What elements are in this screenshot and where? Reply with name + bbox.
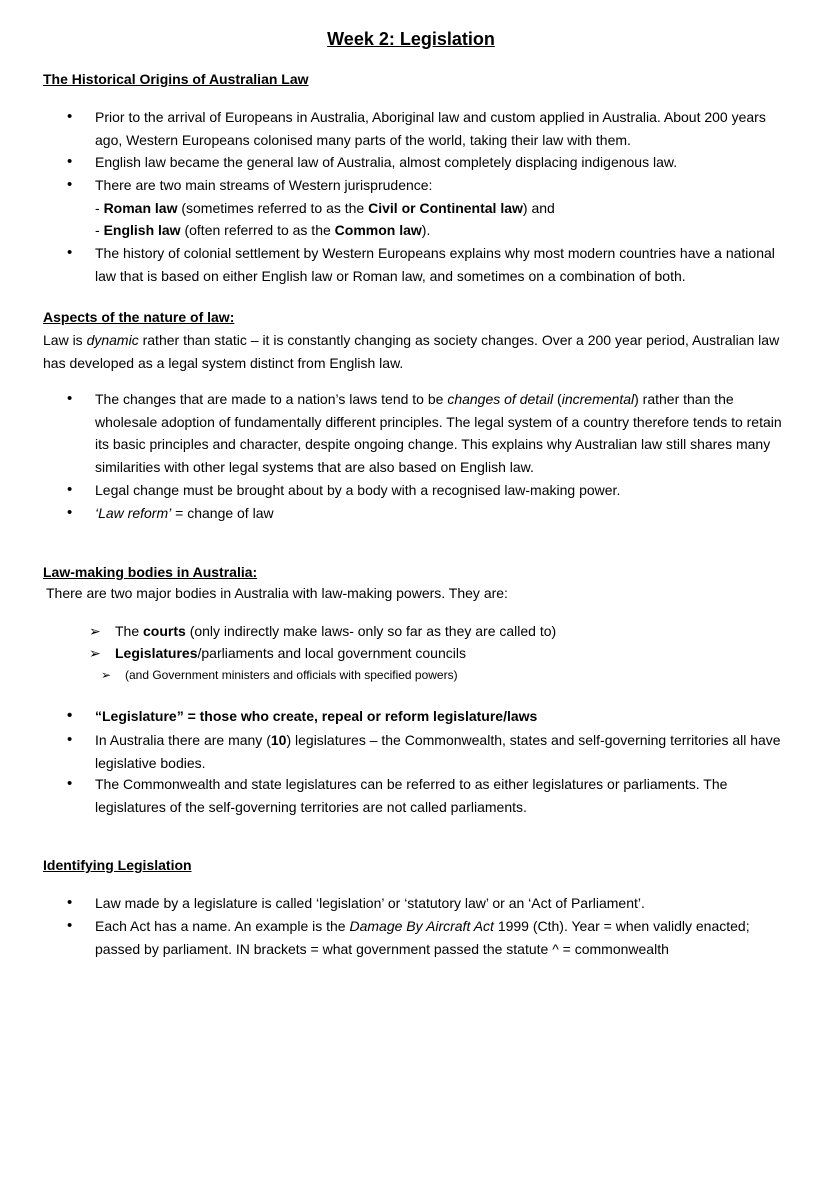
section-heading-historical-origins: The Historical Origins of Australian Law	[43, 71, 309, 87]
courts-term: courts	[143, 623, 186, 639]
arrow-bullet-icon: ➢	[101, 668, 112, 682]
bullet-text: Each Act has a name. An example is the	[95, 918, 350, 934]
dynamic-term: dynamic	[86, 332, 139, 348]
bullet-text: Legal change must be brought about by a body with a recognised law-making power.	[95, 482, 621, 498]
paragraph-text: Law is	[43, 332, 87, 348]
list-item	[95, 892, 795, 915]
bullet-text: (	[553, 391, 562, 407]
bullet-text: The Commonwealth and state legislatures can be referred to as either legislatures or parliaments. The legislatures of the self-governing territories are not called parliaments.	[95, 776, 728, 815]
list-item	[95, 773, 795, 818]
law-reform-term: ‘Law reform’	[95, 505, 172, 521]
arrow-item-text: The	[115, 623, 144, 639]
paragraph	[43, 329, 793, 375]
bullet-text: ) legislatures – the Commonwealth, states and self-governing territories all have legislative bodies.	[95, 732, 781, 771]
list-item	[95, 174, 795, 242]
bullet-text: The history of colonial settlement by Western Europeans explains why most modern countries have a national law that is based on either English law or Roman law, and sometimes on a combination of both.	[95, 245, 775, 284]
arrow-list-item	[89, 620, 557, 642]
incremental-term: incremental	[561, 391, 635, 407]
bullet-text: There are two main streams of Western jurisprudence:	[95, 177, 433, 193]
bullet-text: ) rather than the wholesale adoption of fundamentally different principles. The legal system of a country therefore tends to retain its basic principles and character, despite ongoing change. This explains why Australian law still shares many similarities with other legal systems that are also based on English law.	[95, 391, 782, 475]
list-item	[95, 106, 795, 151]
paragraph: There are two major bodies in Australia with law-making powers. They are:	[46, 585, 508, 601]
arrow-item-text: (only indirectly make laws- only so far as they are called to)	[185, 623, 557, 639]
list-item	[95, 479, 795, 502]
arrow-item-text: /parliaments and local government councils	[197, 645, 466, 661]
arrow-list-item	[89, 642, 466, 664]
bullet-text: = change of law	[171, 505, 274, 521]
bullet-text: In Australia there are many (	[95, 732, 271, 748]
legislatures-term: Legislatures	[115, 645, 198, 661]
page-title: Week 2: Legislation	[327, 29, 495, 49]
bullet-text: The changes that are made to a nation’s laws tend to be	[95, 391, 448, 407]
sub-line-text: (sometimes referred to as the	[177, 199, 369, 216]
english-law-term: English law	[103, 222, 181, 238]
arrow-bullet-icon: ➢	[89, 623, 101, 639]
list-item	[95, 388, 795, 478]
arrow-item-text: (and Government ministers and officials with specified powers)	[125, 668, 458, 682]
civil-law-term: Civil or Continental law	[368, 199, 523, 216]
section-heading-nature-of-law: Aspects of the nature of law:	[43, 309, 235, 325]
bullet-text: “Legislature” = those who create, repeal or reform legislature/laws	[95, 708, 538, 724]
arrow-list-item	[101, 664, 458, 686]
bullet-text: English law became the general law of Australia, almost completely displacing indigenous law.	[95, 154, 678, 170]
changes-of-detail-term: changes of detail	[447, 391, 554, 407]
list-item	[95, 705, 795, 728]
roman-law-term: Roman law	[103, 199, 178, 216]
list-item	[95, 502, 795, 525]
act-name: Damage By Aircraft Act	[349, 918, 494, 934]
sub-line-text: ).	[421, 222, 431, 238]
bullet-text: Law made by a legislature is called ‘legislation’ or ‘statutory law’ or an ‘Act of Parliament’.	[95, 895, 645, 911]
sub-line-text: (often referred to as the	[180, 222, 335, 238]
bullet-text: 1999 (Cth). Year = when validly enacted; passed by parliament. IN brackets = what government passed the statute ^ = commonwealth	[95, 918, 750, 957]
sub-line-prefix: -	[95, 199, 104, 216]
list-item	[95, 151, 795, 174]
paragraph-text: rather than static – it is constantly changing as society changes. Over a 200 year period, Australian law has developed as a legal system distinct from English law.	[43, 332, 780, 371]
list-item	[95, 915, 795, 960]
common-law-term: Common law	[334, 222, 422, 238]
bullet-text: Prior to the arrival of Europeans in Australia, Aboriginal law and custom applied in Australia. About 200 years ago, Western Europeans colonised many parts of the world, taking their law with them.	[95, 109, 766, 148]
sub-line-text: ) and	[522, 199, 555, 216]
list-item	[95, 242, 795, 287]
sub-line-prefix: -	[95, 222, 104, 238]
arrow-bullet-icon: ➢	[89, 645, 101, 661]
list-item	[95, 729, 795, 774]
section-heading-law-making-bodies: Law-making bodies in Australia:	[43, 564, 258, 580]
section-heading-identifying-legislation: Identifying Legislation	[43, 857, 192, 873]
legislature-count: 10	[270, 732, 287, 748]
